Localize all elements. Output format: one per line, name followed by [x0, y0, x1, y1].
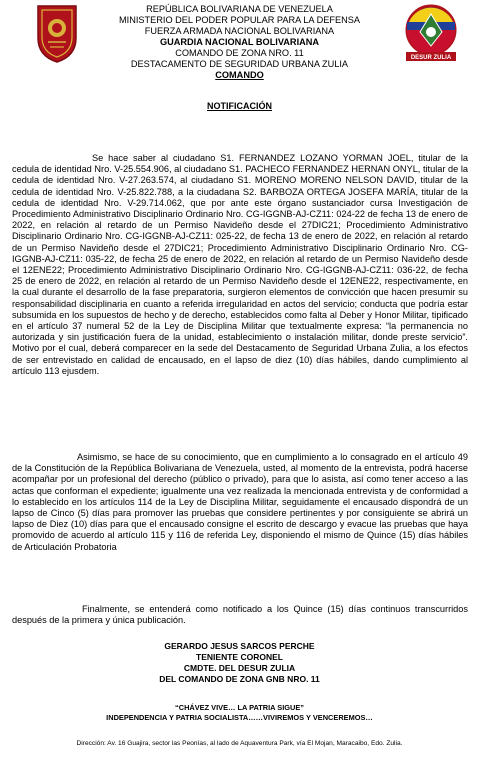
document-title: NOTIFICACIÓN [207, 101, 272, 111]
header-line-ministry: MINISTERIO DEL PODER POPULAR PARA LA DEFENSA [119, 15, 360, 25]
signer-rank: TENIENTE CORONEL [196, 652, 283, 662]
letterhead [0, 4, 479, 81]
header-line-command: COMANDO [215, 70, 264, 80]
motto-block [0, 703, 479, 722]
badge-label: DESUR ZULIA [410, 55, 452, 61]
paragraph-rights: Asimismo, se hace de su conocimiento, que en cumplimiento a lo consagrado en el artículo 49 de la Constitución de la República Bolivariana de Venezuela, usted, al momento de la entrevista, podrá hacerse acompañar por un profesional del derecho (público o privado), para que lo asista, así como tener acceso a las actas que conforman el expediente; igualmente una vez realizada la mencionada entrevista y de conformidad a lo establecido en los artículos 114 de la Ley de Disciplina Militar, seguidamente el encausado dispondrá de un lapso de Cinco (5) días para promover las pruebas que considere pertinentes y por consiguiente se abrirá un lapso de Diez (10) días para que el encausado consigne el escrito de descargo y evacue las pruebas que haya promovido de acuerdo al artículo 115 y 116 de referida Ley, disponiendo el mismo de Quince (15) días hábiles de Articulación Probatoria [12, 452, 468, 552]
header-line-detachment: DESTACAMENTO DE SEGURIDAD URBANA ZULIA [130, 59, 349, 69]
header-line-fanb: FUERZA ARMADA NACIONAL BOLIVARIANA [144, 26, 335, 36]
footer-address: Dirección: Av. 16 Guajira, sector las Peonías, al lado de Aquaventura Park, vía El Mojan, Maracaibo, Edo. Zulia. [76, 740, 403, 747]
header-line-gnb: GUARDIA NACIONAL BOLIVARIANA [159, 37, 320, 47]
signer-unit: DEL COMANDO DE ZONA GNB NRO. 11 [159, 674, 320, 684]
motto-line-2: INDEPENDENCIA Y PATRIA SOCIALISTA……VIVIREMOS Y VENCEREMOS… [106, 712, 373, 722]
header-line-zone: COMANDO DE ZONA NRO. 11 [175, 48, 304, 58]
signer-name: GERARDO JESUS SARCOS PERCHE [164, 641, 315, 651]
paragraph-notice: Se hace saber al ciudadano S1. FERNANDEZ LOZANO YORMAN JOEL, titular de la cedula de identidad Nro. V-25.554.906, al ciudadano S1. PACHECO FERNANDEZ HERNAN ONYL, titular de la cedula de identidad Nro. V-27.263.574, al ciudadano S1. MORENO MORENO NELSON DAVID, titular de la cedula de identidad Nro. V-25.822.788, a la ciudadana S2. BARBOZA ORTEGA JOSEFA MARÍA, titular de la cedula de identidad Nro. V-29.714.062, que por ante este órgano sustanciador cursa Investigación de Procedimiento Administrativo Disciplinario Ordinario Nro. CG-IGGNB-AJ-CZ11: 024-22 de fecha 13 de enero de 2022, en relación al retardo de un Permiso Navideño desde el 27DIC21; Procedimiento Administrativo Disciplinario Ordinario Nro. CG-IGGNB-AJ-CZ11: 025-22, de fecha 13 de enero de 2022, en relación al retardo de un Permiso Navideño desde el 27DIC21; Procedimiento Administrativo Disciplinario Ordinario Nro. CG-IGGNB-AJ-CZ11: 035-22, de fecha 25 de enero de 2022, en relación al retardo de un Permiso Navideño desde el 12ENE22; Procedimiento Administrativo Disciplinario Ordinario Nro. CG-IGGNB-AJ-CZ11: 036-22, de fecha 25 de enero de 2022, en relación al retardo de un Permiso Navideño desde el 12ENE22, respectivamente, en la cual durante el desarrollo de la fase preparatoria, surgieron elementos de convicción que hacen presumir su responsabilidad disciplinaria en cuanto a referida irregularidad en actos del servicio; conducta que podría estar subsumida en los supuestos de hecho y de derecho, establecidos como falta al Deber y Honor Militar, tipificado en el artículo 37 numeral 52 de la Ley de Disciplina Militar que textualmente expresa: “la permanencia no autorizada y sin justificación fuera de la unidad, establecimiento o instalación militar, donde preste servicio”. Motivo por el cual, deberá comparecer en la sede del Destacamento de Seguridad Urbana Zulia, a los efectos de ser entrevistado en calidad de encausado, en el lapso de diez (10) días hábiles, dando cumplimiento al artículo 113 ejusdem. [12, 153, 468, 376]
signature-block [0, 641, 479, 685]
motto-line-1: “CHÁVEZ VIVE… LA PATRIA SIGUE” [175, 703, 304, 712]
header-line-republic: REPÚBLICA BOLIVARIANA DE VENEZUELA [146, 4, 333, 14]
paragraph-closing: Finalmente, se entenderá como notificado a los Quince (15) días continuos transcurridos después de la primera y única publicación. [12, 604, 468, 626]
signer-post: CMDTE. DEL DESUR ZULIA [183, 663, 296, 673]
